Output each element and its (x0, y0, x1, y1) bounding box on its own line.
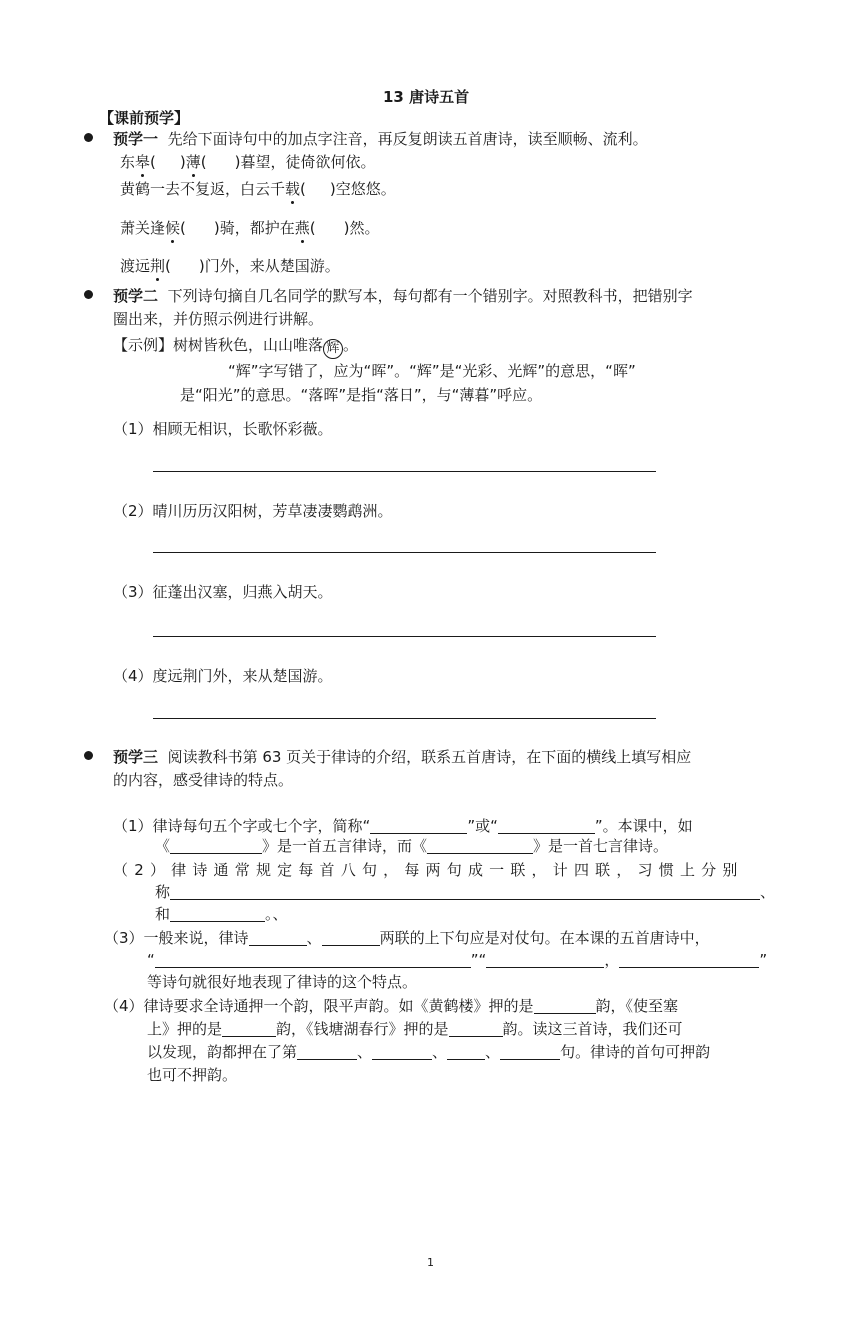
text: 、 (485, 1043, 501, 1061)
q3-line2 (147, 949, 767, 970)
task2-instruction: 下列诗句摘自几名同学的默写本，每句都有一个错别字。对照教科书，把错别字 (167, 287, 693, 305)
text: 。、 (265, 905, 288, 923)
fill-blank[interactable] (372, 1044, 432, 1060)
fill-blank[interactable] (297, 1044, 357, 1060)
text: 句。律诗的首句可押韵 (560, 1043, 711, 1061)
text: ) (179, 153, 186, 171)
fill-blank[interactable] (170, 884, 760, 900)
task2-item: （4）度远荆门外，来从楚国游。 (113, 667, 333, 685)
task2-instruction-line1 (113, 285, 693, 306)
text: （1）律诗每句五个字或七个字，简称“ (113, 817, 371, 835)
text: 称 (155, 883, 171, 901)
text: 和 (155, 905, 171, 923)
text: ”“ (470, 951, 487, 969)
fill-blank[interactable] (447, 1044, 485, 1060)
text: )骑，都护在 (213, 219, 295, 237)
task1-instruction-line (113, 128, 648, 149)
dotted-char: 载 (285, 180, 301, 198)
task1-line3 (120, 217, 379, 238)
dotted-char: 皋 (135, 153, 151, 171)
q3-line1 (104, 927, 710, 948)
fill-blank[interactable] (249, 930, 307, 946)
fill-blank[interactable] (427, 838, 533, 854)
task3-instruction: 阅读教科书第 63 页关于律诗的介绍，联系五首唐诗，在下面的横线上填写相应 (167, 748, 692, 766)
page-number: 1 (427, 1256, 434, 1269)
task1-instruction: 先给下面诗句中的加点字注音，再反复朗读五首唐诗，读至顺畅、流利。 (167, 130, 648, 148)
q1-line2 (155, 835, 668, 856)
fill-blank[interactable] (170, 838, 262, 854)
text: )门外，来从楚国游。 (198, 257, 340, 275)
text: 黄鹤一去不复返，白云千 (120, 180, 286, 198)
task2-item: （1）相顾无相识，长歌怀彩薇。 (113, 420, 333, 438)
q2-line2 (155, 881, 775, 902)
text: 韵，《使至塞 (595, 997, 679, 1015)
text: 、 (760, 883, 776, 901)
answer-line[interactable] (153, 718, 656, 719)
text: )暮望，徒倚欲何依。 (234, 153, 376, 171)
fill-blank[interactable] (619, 952, 759, 968)
text: （4）律诗要求全诗通押一个韵，限平声韵。如《黄鹤楼》押的是 (104, 997, 534, 1015)
task1-label: 预学一 (113, 130, 159, 148)
text: )空悠悠。 (329, 180, 396, 198)
text: 两联的上下句应是对仗句。在本课的五首唐诗中， (379, 929, 710, 947)
task2-explain-line1: “辉”字写错了，应为“晖”。“辉”是“光彩、光辉”的意思，“晖” (228, 362, 636, 380)
q4-line3 (147, 1041, 710, 1062)
fill-blank[interactable] (322, 930, 380, 946)
q2-line1: （2）律诗通常规定每首八句，每两句成一联，计四联，习惯上分别 (113, 861, 744, 879)
text: ( (300, 180, 306, 198)
text: 、 (357, 1043, 373, 1061)
text: 上》押的是 (147, 1020, 223, 1038)
task2-label: 预学二 (113, 287, 159, 305)
task1-line2 (120, 178, 396, 199)
text: ( (200, 153, 207, 171)
text: ( (309, 219, 316, 237)
text: 东 (120, 153, 136, 171)
text: 《 (155, 837, 171, 855)
q3-line3: 等诗句就很好地表现了律诗的这个特点。 (147, 973, 418, 991)
fill-blank[interactable] (170, 906, 265, 922)
text: ”。本课中，如 (594, 817, 693, 835)
answer-line[interactable] (153, 471, 656, 472)
text: 》是一首五言律诗，而《 (262, 837, 428, 855)
text: 萧关逢 (120, 219, 166, 237)
task2-item: （2）晴川历历汉阳树，芳草凄凄鹦鹉洲。 (113, 502, 393, 520)
fill-blank[interactable] (155, 952, 471, 968)
dotted-char: 荆 (150, 257, 166, 275)
fill-blank[interactable] (222, 1021, 276, 1037)
section-heading: 【课前预学】 (99, 109, 190, 127)
q4-line1 (104, 995, 678, 1016)
q2-line3 (155, 903, 288, 924)
text: )然。 (343, 219, 380, 237)
circled-char: 辉 (323, 339, 343, 359)
text: ( (165, 257, 171, 275)
text: “ (147, 951, 155, 969)
answer-line[interactable] (153, 636, 656, 637)
text: ( (180, 219, 186, 237)
task3-instruction-line1 (113, 746, 691, 767)
text: 以发现，韵都押在了第 (147, 1043, 298, 1061)
task2-instruction-line2: 圈出来，并仿照示例进行讲解。 (113, 310, 324, 328)
fill-blank[interactable] (449, 1021, 503, 1037)
task2-explain-line2: 是“阳光”的意思。“落晖”是指“落日”，与“薄暮”呼应。 (180, 386, 543, 404)
text: 》是一首七言律诗。 (533, 837, 669, 855)
task2-example (113, 334, 358, 359)
text: ” (759, 951, 768, 969)
text: 韵。读这三首诗，我们还可 (502, 1020, 683, 1038)
text: 韵，《钱塘湖春行》押的是 (276, 1020, 449, 1038)
answer-line[interactable] (153, 552, 656, 553)
text: 渡远 (120, 257, 151, 275)
fill-blank[interactable] (486, 952, 604, 968)
task2-item: （3）征蓬出汉塞，归燕入胡天。 (113, 583, 333, 601)
bullet-icon (84, 133, 93, 142)
bullet-icon (84, 290, 93, 299)
task1-line4 (120, 255, 340, 276)
q4-line4: 也可不押韵。 (147, 1066, 238, 1084)
text: 、 (306, 929, 322, 947)
text: 、 (432, 1043, 448, 1061)
text: ”或“ (467, 817, 498, 835)
fill-blank[interactable] (534, 998, 596, 1014)
dotted-char: 薄 (185, 153, 201, 171)
text: ， (604, 951, 620, 969)
bullet-icon (84, 751, 93, 760)
task3-label: 预学三 (113, 748, 159, 766)
fill-blank[interactable] (370, 818, 467, 834)
task1-line1 (120, 151, 375, 172)
q4-line2 (147, 1018, 683, 1039)
text: ( (150, 153, 156, 171)
fill-blank[interactable] (500, 1044, 560, 1060)
example-end: 。 (343, 336, 359, 354)
dotted-char: 候 (165, 219, 181, 237)
fill-blank[interactable] (498, 818, 595, 834)
page-title: 13 唐诗五首 (383, 88, 470, 106)
example-label: 【示例】 (113, 336, 174, 354)
dotted-char: 燕 (294, 219, 310, 237)
text: （3）一般来说，律诗 (104, 929, 249, 947)
q1-line1 (113, 815, 693, 836)
example-text: 树树皆秋色，山山唯落 (173, 336, 324, 354)
task3-instruction-line2: 的内容，感受律诗的特点。 (113, 771, 294, 789)
